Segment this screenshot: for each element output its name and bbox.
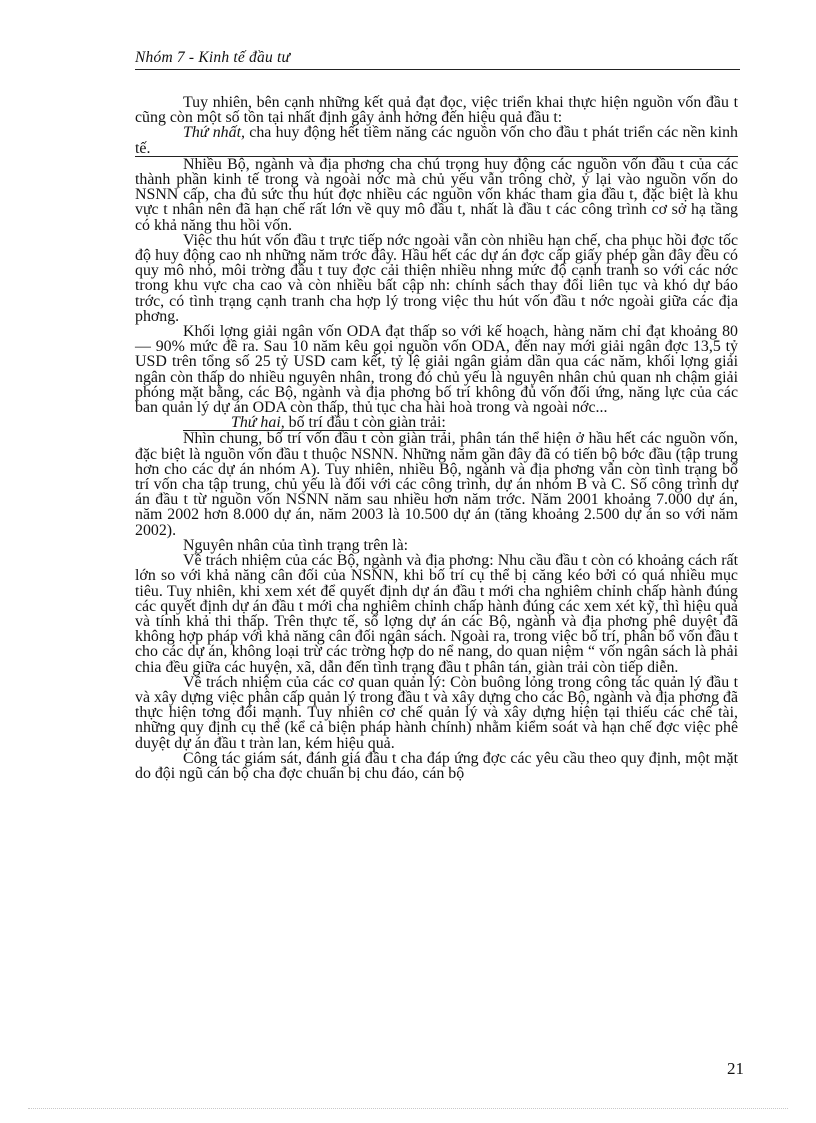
paragraph-mobilization: Nhiều Bộ, ngành và địa phơng cha chú trọng huy động các nguồn vốn đầu t của các thành phần kinh tế trong và ngoài nớc mà chủ yếu vẫn trông chờ, ỷ lại vào nguồn vốn do NSNN cấp, cha đủ sức thu hút đợc nhiều các nguồn vốn khác tham gia đầu t, đặc biệt là khu vực t nhân nên đã hạn chế rất lớn về quy mô đầu t, nhất là đầu t các công trình cơ sở hạ tầng có khả năng thu hồi vốn. <box>135 155 738 234</box>
paragraph-intro: Tuy nhiên, bên cạnh những kết quả đạt đọc, việc triển khai thực hiện nguồn vốn đầu t cũng còn một số tồn tại nhất định gây ảnh hởng đến hiệu quả đầu t: <box>135 94 738 127</box>
heading-second-label: Thứ hai, <box>231 414 285 432</box>
paragraph-fdi: Việc thu hút vốn đầu t trực tiếp nớc ngoài vẫn còn nhiều hạn chế, cha phục hồi đợc tốc độ huy động cao nh những năm trớc đây. Hầu hết các dự án đợc cấp giấy phép gần đây đều có quy mô nhỏ, môi trờng đầu t tuy đợc cải thiện nhiều nhng mức độ cạnh tranh so với các nớc trong khu vực cha cao và còn nhiều bất cập nh: chính sách thay đổi liên tục và khó dự báo trớc, có tình trạng cạnh tranh cha hợp lý trong việc thu hút vốn đầu t nớc ngoài giữa các địa phơng. <box>135 231 738 325</box>
paragraph-agencies: Về trách nhiệm của các cơ quan quản lý: Còn buông lỏng trong công tác quản lý đầu t và xây dựng việc phân cấp quản lý trong đầu t và xây dựng cho các Bộ, ngành và địa phơng đã thực hiện tơng đối mạnh. Tuy nhiên cơ chế quản lý và xây dựng hiện tại thiếu các chế tài, những quy định cụ thể (kể cả biện pháp hành chính) nhằm kiểm soát và hạn chế đợc việc phê duyệt dự án đầu t tràn lan, kém hiệu quả. <box>135 673 738 752</box>
paragraph-ministries: Về trách nhiệm của các Bộ, ngành và địa phơng: Nhu cầu đầu t còn có khoảng cách rất lớn so với khả năng cân đối của NSNN, khi bố trí cụ thể bị căng kéo bởi có quá nhiều mục tiêu. Tuy nhiên, khi xem xét để quyết định dự án đầu t mới cha nghiêm chỉnh chấp hành đúng các quyết định dự án đầu t mới cha nghiêm chỉnh chấp hành đúng các xem xét kỹ, thì hiệu quả và tính khả thi thấp. Trên thực tế, số lợng dự án các Bộ, ngành và địa phơng phê duyệt đã không hợp pháp với khả năng cân đối ngân sách. Ngoài ra, trong việc bố trí, phân bổ vốn đầu t cho các dự án, không loại trừ các trờng hợp do nể nang, do quan niệm “ vốn ngân sách là phải chia đều giữa các huyện, xã, dẫn đến tình trạng đầu t phân tán, giàn trải còn tiếp diễn. <box>135 552 738 676</box>
paragraph-supervision: Công tác giám sát, đánh giá đầu t cha đáp ứng đợc các yêu cầu theo quy định, một mặt do đội ngũ cán bộ cha đợc chuẩn bị chu đáo, cán bộ <box>135 749 738 782</box>
heading-first <box>135 125 738 156</box>
paragraph-causes: Nguyên nhân của tình trạng trên là: <box>183 536 409 554</box>
page-header <box>135 49 740 70</box>
heading-first-text: cha huy động hết tiềm năng các nguồn vốn cho đầu t phát triển các nền kinh tế. <box>135 124 738 157</box>
heading-second-underline <box>183 415 446 431</box>
document-body <box>135 95 738 781</box>
heading-second-text: bố trí đầu t còn giàn trải: <box>284 414 446 432</box>
header-title: Nhóm 7 - Kinh tế đầu tư <box>135 49 291 66</box>
heading-second <box>135 415 738 431</box>
heading-first-label: Thứ nhất, <box>183 124 245 142</box>
page-number: 21 <box>727 1059 744 1078</box>
paragraph-oda: Khối lợng giải ngân vốn ODA đạt thấp so với kế hoạch, hàng năm chỉ đạt khoảng 80 — 90% mức đề ra. Sau 10 năm kêu gọi nguồn vốn ODA, đến nay mới giải ngân đợc 13,5 tỷ USD trên tổng số 25 tỷ USD cam kết, tỷ lệ giải ngân giảm dần qua các năm, khối lợng giải ngân còn thấp do nhiều nguyên nhân, trong đó chủ yếu là nguyên nhân chủ quan nh chậm giải phóng mặt bằng, các Bộ, ngành và địa phơng bố trí không đủ vốn đối ứng, năng lực của các ban quản lý dự án ODA còn thấp, thủ tục cha hài hoà trong và ngoài nớc... <box>135 323 738 417</box>
bottom-divider <box>28 1108 788 1109</box>
paragraph-allocation: Nhìn chung, bố trí vốn đầu t còn giàn trải, phân tán thể hiện ở hầu hết các nguồn vốn, đặc biệt là nguồn vốn đầu t thuộc NSNN. Những năm gần đây đã có tiến bộ bớc đầu (tập trung hơn cho các dự án nhóm A). Tuy nhiên, nhiều Bộ, ngành và địa phơng vẫn còn tình trạng bố trí vốn cha tập trung, chủ yếu là đối với các công trình, dự án nhóm B và C. Số công trình dự án đầu t từ nguồn vốn NSNN năm sau nhiều hơn năm trớc. Năm 2001 khoảng 7.000 dự án, năm 2002 hơn 8.000 dự án, năm 2003 là 10.500 dự án (tăng khoảng 2.500 dự án so với năm 2002). <box>135 430 738 539</box>
